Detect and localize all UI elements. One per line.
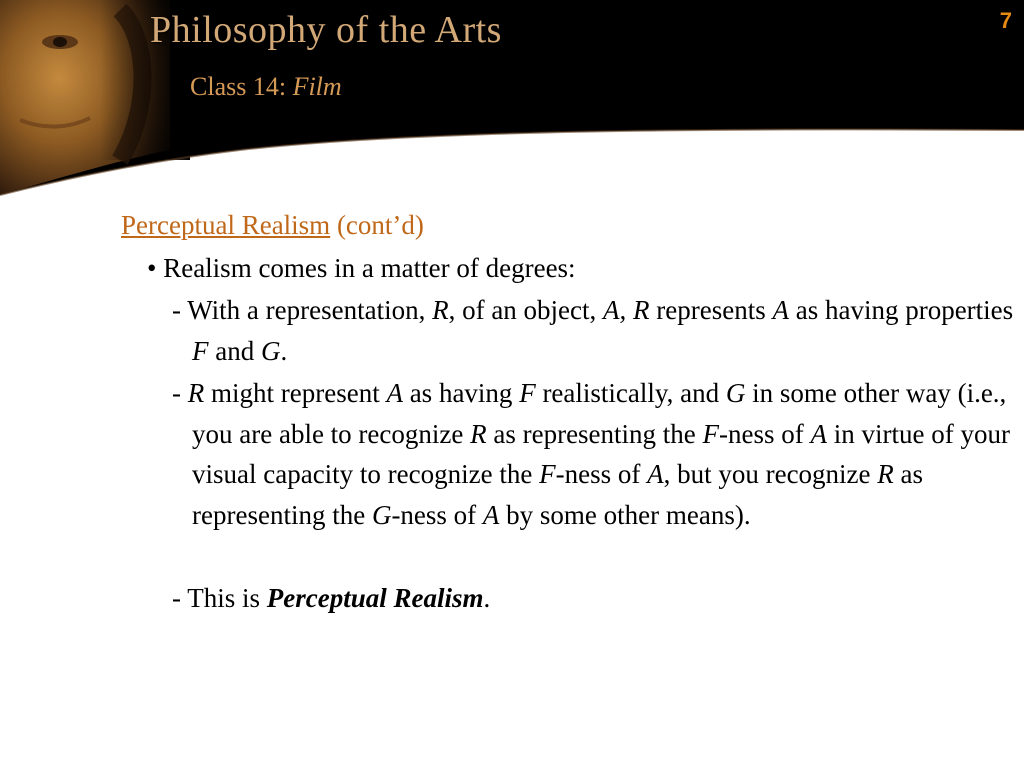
class-topic: Film bbox=[292, 72, 342, 101]
class-number: Class 14: bbox=[190, 72, 287, 101]
sub-point-1: - With a representation, R, of an object, A, R represents A as having properties F and G. bbox=[172, 295, 1014, 366]
slide-number: 7 bbox=[999, 8, 1012, 33]
perceptual-realism-link[interactable]: Perceptual Realism bbox=[121, 210, 331, 240]
sub-point-2: - R might represent A as having F realistically, and G in some other way (i.e., you are able to recognize R as representing the F-ness of A in virtue of your visual capacity to recognize the F-ness of A, but you recognize R as representing the G-ness of A by some other means). bbox=[172, 378, 1010, 530]
course-title: Philosophy of the Arts bbox=[150, 9, 502, 51]
heading-suffix: (cont’d) bbox=[336, 210, 424, 240]
bullet-point: • Realism comes in a matter of degrees: bbox=[147, 253, 576, 283]
sub-point-3: - This is Perceptual Realism. bbox=[172, 583, 491, 613]
section-heading bbox=[121, 205, 424, 245]
perceptual-realism-term: Perceptual Realism bbox=[266, 583, 484, 613]
